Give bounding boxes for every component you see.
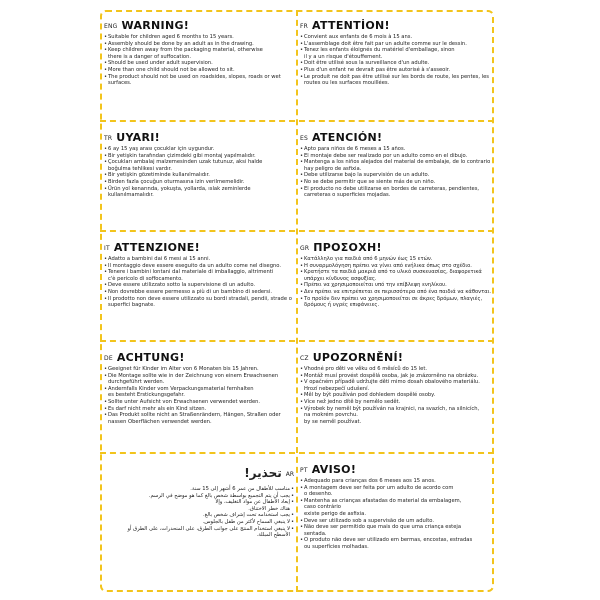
warning-item: routes ou les surfaces mouillées.	[304, 80, 390, 87]
warning-item: • Andernfalls Kinder vom Verpackungsmaterial fernhalten	[104, 386, 294, 393]
warning-item: • Mantenha as crianças afastadas do material da embalagem,	[300, 498, 492, 505]
warning-item: • Deve ser utilizado sob a supervisão de um adulto.	[300, 518, 492, 525]
warning-item: • Le produit ne doit pas être utilisé sur les bords de route, les pentes, les	[300, 74, 492, 81]
warning-card-cz	[300, 348, 492, 450]
row-divider	[100, 120, 494, 122]
warning-item: es besteht Erstickungsgefahr.	[108, 392, 185, 399]
language-code: FR	[300, 23, 309, 30]
warning-item: • Es darf nicht mehr als ein Kind sitzen.	[104, 406, 294, 413]
warning-card-de	[104, 348, 294, 450]
warning-item: • يجب استخدامه تحت إشراف شخص بالغ.	[104, 512, 294, 519]
warning-item: by se neměl používat.	[304, 418, 362, 425]
warning-item: caso contrário	[304, 504, 341, 511]
warning-item: • 6 ay 15 yaş arası çocuklar için uygundur.	[104, 146, 294, 153]
warning-item: • L'assemblage doit être fait par un adulte comme sur le dessin.	[300, 41, 492, 48]
warning-item: • Apto para niños de 6 meses a 15 años.	[300, 146, 492, 153]
warning-card-pt	[300, 460, 492, 588]
warning-item: • Ürün yol kenarında, yokuşta, yollarda, ıslak zeminlerde	[104, 186, 294, 193]
warning-item: • Více než jedno dítě by nemělo sedět.	[300, 399, 492, 406]
warning-item: • Πρέπει να χρησιμοποιείται υπό την επίβλεψη ενηλίκου.	[300, 282, 492, 289]
column-divider	[296, 10, 298, 592]
warning-card-it	[104, 238, 294, 338]
warning-item: • Tenere i bambini lontani dal materiale di imballaggio, altrimenti	[104, 269, 294, 276]
warning-item: • Birden fazla çocuğun oturmasına izin verilmemelidir.	[104, 179, 294, 186]
warning-item: boğulma tehlikesi vardır.	[108, 165, 172, 172]
warning-list	[300, 366, 492, 425]
warning-item: • The product should not be used on roadsides, slopes, roads or wet	[104, 74, 294, 81]
language-code: CZ	[300, 355, 309, 362]
warning-item: • يجب أن يتم التجميع بواسطة شخص بالغ كما هو موضح في الرسم.	[104, 493, 294, 500]
warning-title: UPOZORNĚNÍ!	[312, 351, 404, 364]
warning-item: • More than one child should not be allowed to sit.	[104, 67, 294, 74]
warning-item: • Não deve ser permitido que mais do que uma criança esteja	[300, 524, 492, 531]
warning-item: nassen Oberflächen verwendet werden.	[108, 418, 212, 425]
warning-item: ou superfícies molhadas.	[304, 543, 369, 550]
language-code: DE	[104, 355, 113, 362]
warning-item: il y a un risque d'étouffement.	[304, 53, 383, 60]
warning-item: • Geeignet für Kinder im Alter von 6 Monaten bis 15 Jahren.	[104, 366, 294, 373]
language-code: AR	[285, 471, 294, 478]
warning-item: durchgeführt werden.	[108, 379, 165, 386]
warning-card-ar	[104, 460, 294, 588]
language-code: GR	[300, 245, 310, 252]
warning-item: • Montáž musí provést dospělá osoba, jak je znázorněno na obrázku.	[300, 373, 492, 380]
warning-item: • Die Montage sollte wie in der Zeichnung von einem Erwachsenen	[104, 373, 294, 380]
warning-item: هناك خطر الاختناق.	[248, 505, 290, 512]
warning-item: • Mantenga a los niños alejados del material de embalaje, de lo contrario	[300, 159, 492, 166]
warning-item: • Το προϊόν δεν πρέπει να χρησιμοποιείται σε άκρες δρόμων, πλαγιές,	[300, 296, 492, 303]
warning-list	[104, 256, 294, 309]
warning-item: hay peligro de asfixia.	[304, 165, 362, 172]
warning-title: UYARI!	[116, 131, 160, 144]
warning-title: ATENCIÓN!	[312, 131, 383, 144]
warning-item: • Plus d'un enfant ne devrait pas être autorisé à s'asseoir.	[300, 67, 492, 74]
warning-item: carreteras o superficies mojadas.	[304, 192, 391, 199]
warning-item: o desenho.	[304, 491, 333, 498]
warning-item: • Keep children away from the packaging material, otherwise	[104, 47, 294, 54]
warning-item: • Δεν πρέπει να επιτρέπεται σε περισσότερα από ένα παιδιά να κάθονται.	[300, 289, 492, 296]
warning-item: • إبعاد الأطفال عن مواد التغليف، وإلا	[104, 499, 294, 506]
warning-item: • A montagem deve ser feita por um adulto de acordo com	[300, 485, 492, 492]
language-code: IT	[104, 245, 110, 252]
warning-item: • Assembly should be done by an adult as in the drawing.	[104, 41, 294, 48]
warning-item: • لا ينبغي استخدام المنتج على جوانب الطرق، على المنحدرات، على الطرق أو	[104, 526, 294, 533]
warning-list	[104, 146, 294, 199]
warning-item: • Doit être utilisé sous la surveillance d'un adulte.	[300, 60, 492, 67]
warning-list	[104, 366, 294, 425]
warning-item: na mokrém povrchu.	[304, 412, 358, 419]
warning-item: • Η συναρμολόγηση πρέπει να γίνει από ενήλικα όπως στο σχέδιο.	[300, 263, 492, 270]
warning-item: • Vhodné pro děti ve věku od 6 měsíců do 15 let.	[300, 366, 492, 373]
warning-item: • Tenez les enfants éloignés du matériel d'emballage, sinon	[300, 47, 492, 54]
language-code: TR	[104, 135, 113, 142]
warning-card-gr	[300, 238, 492, 338]
row-divider	[100, 452, 494, 454]
warning-item: υπάρχει κίνδυνος ασφυξίας.	[304, 275, 377, 282]
warning-title: تحذير!	[244, 466, 282, 480]
warning-item: • Il prodotto non deve essere utilizzato su bordi stradali, pendii, strade o	[104, 296, 294, 303]
row-divider	[100, 230, 494, 232]
warning-item: • مناسب للأطفال من عمر 6 أشهر إلى 15 سنة.	[104, 486, 294, 493]
warning-item: • Bir yetişkin gözetiminde kullanılmalıdır.	[104, 172, 294, 179]
warning-item: • Çocukları ambalaj malzemesinden uzak tutunuz, aksi halde	[104, 159, 294, 166]
warning-card-fr	[300, 16, 492, 118]
warning-item: Hrozí nebezpečí udušení.	[304, 385, 370, 392]
warning-title: ATTENZIONE!	[113, 241, 200, 254]
warning-list	[300, 34, 492, 87]
warning-list	[300, 478, 492, 551]
warning-item: • Deve essere utilizzato sotto la supervisione di un adulto.	[104, 282, 294, 289]
warning-item: • Non dovrebbe essere permesso a più di un bambino di sedersi.	[104, 289, 294, 296]
warning-item: sentada.	[304, 530, 327, 537]
warning-item: c'è pericolo di soffocamento.	[108, 275, 183, 282]
row-divider	[100, 340, 494, 342]
warning-item: • Debe utilizarse bajo la supervisión de un adulto.	[300, 172, 492, 179]
warning-item: • Adequado para crianças dos 6 meses aos 15 anos.	[300, 478, 492, 485]
warning-list	[104, 34, 294, 87]
warning-item: • El montaje debe ser realizado por un adulto como en el dibujo.	[300, 153, 492, 160]
warning-item: • Adatto a bambini dai 6 mesi ai 15 anni.	[104, 256, 294, 263]
warning-item: existe perigo de asfixia.	[304, 510, 366, 517]
warning-item: • لا ينبغي السماح لأكثر من طفل بالجلوس.	[104, 519, 294, 526]
warning-item: • Bir yetişkin tarafından çizimdeki gibi montaj yapılmalıdır.	[104, 153, 294, 160]
warning-item: surfaces.	[108, 80, 132, 87]
warning-item: δρόμους ή υγρές επιφάνειες.	[304, 302, 380, 309]
warning-item: • Il montaggio deve essere eseguito da un adulto come nel disegno.	[104, 263, 294, 270]
warning-item: superfici bagnate.	[108, 302, 155, 309]
warning-title: AVISO!	[311, 463, 357, 476]
warning-title: ΠΡΟΣΟΧΗ!	[313, 241, 382, 254]
warning-list	[300, 256, 492, 309]
warning-item: there is a danger of suffocation.	[108, 53, 192, 60]
warning-item: • Výrobek by neměl být používán na krajnici, na svazích, na silnicích,	[300, 406, 492, 413]
warning-card-es	[300, 128, 492, 228]
language-code: PT	[300, 467, 308, 474]
warning-item: • O produto não deve ser utilizado em bermas, encostas, estradas	[300, 537, 492, 544]
warning-item: الأسطح المبللة.	[256, 532, 290, 539]
warning-item: • Κατάλληλο για παιδιά από 6 μηνών έως 15 ετών.	[300, 256, 492, 263]
warning-title: ACHTUNG!	[116, 351, 185, 364]
warning-title: ATTENTİON!	[312, 19, 390, 32]
warning-item: • No se debe permitir que se siente más de un niño.	[300, 179, 492, 186]
warning-item: • Měl by být používán pod dohledem dospělé osoby.	[300, 392, 492, 399]
warning-item: • Convient aux enfants de 6 mois à 15 ans.	[300, 34, 492, 41]
language-code: ES	[300, 135, 308, 142]
warning-item: • Sollte unter Aufsicht von Erwachsenen verwendet werden.	[104, 399, 294, 406]
warning-list	[104, 486, 294, 539]
warning-list	[300, 146, 492, 199]
warning-card-eng	[104, 16, 294, 118]
warning-item: kullanılmamalıdır.	[108, 192, 154, 199]
warning-card-tr	[104, 128, 294, 228]
warning-item: • El producto no debe utilizarse en bordes de carreteras, pendientes,	[300, 186, 492, 193]
warning-item: • Suitable for children aged 6 months to 15 years.	[104, 34, 294, 41]
warning-title: WARNING!	[121, 19, 190, 32]
warning-item: • Should be used under adult supervision.	[104, 60, 294, 67]
warning-item: • V opačném případě udržujte děti mimo dosah obalového materiálu.	[300, 379, 492, 386]
warning-item: • Das Produkt sollte nicht an Straßenrändern, Hängen, Straßen oder	[104, 412, 294, 419]
warning-item: • Κρατήστε τα παιδιά μακριά από το υλικό συσκευασίας, διαφορετικά	[300, 269, 492, 276]
language-code: ENG	[104, 23, 118, 30]
